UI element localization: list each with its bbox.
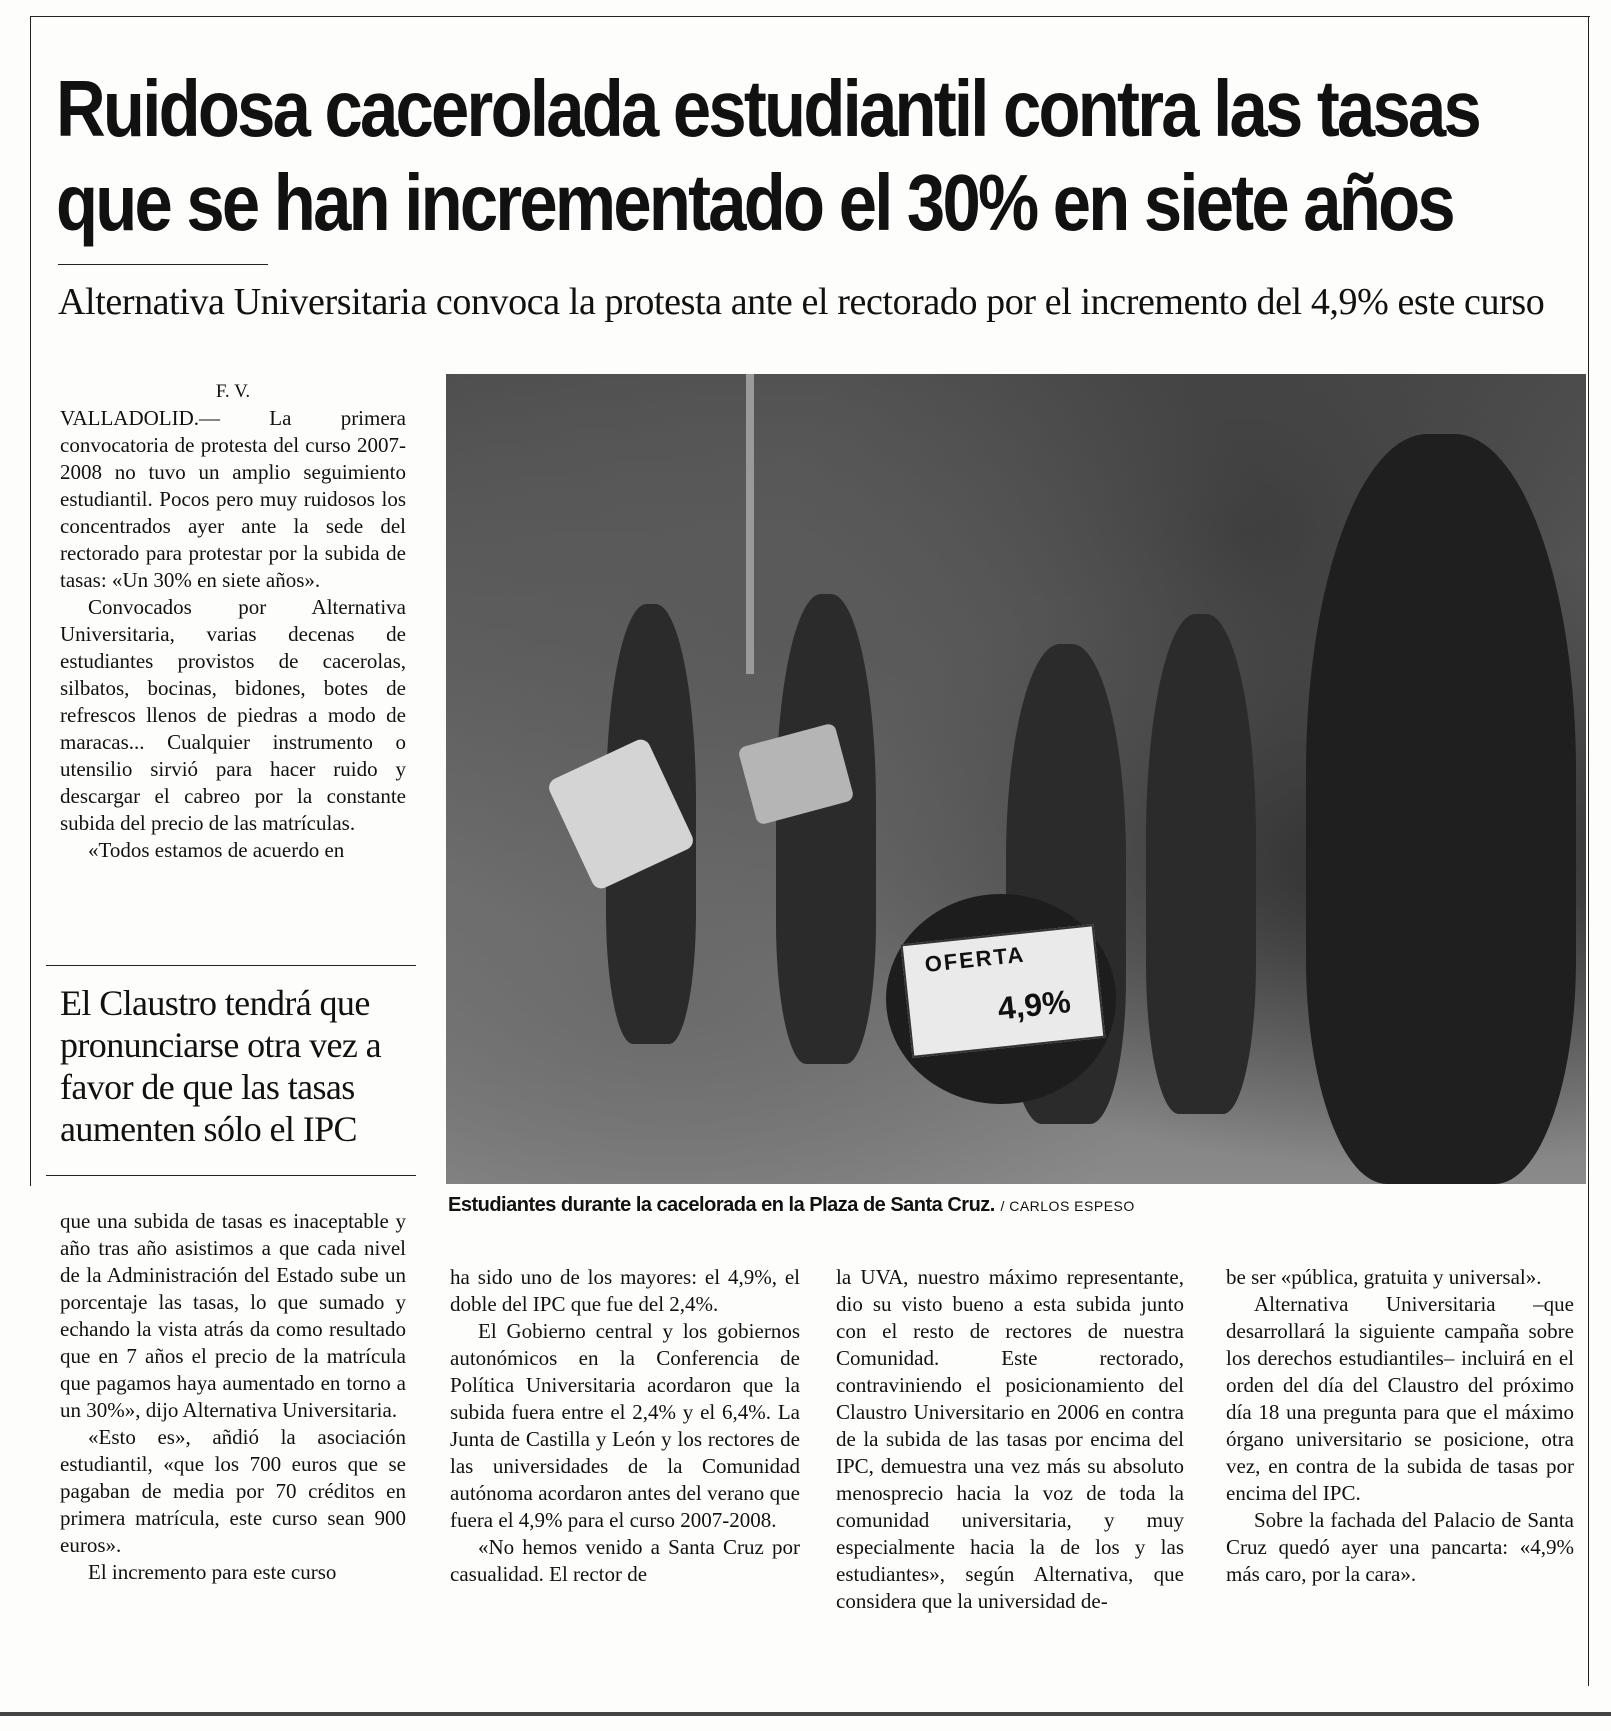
- column-2: [450, 1264, 800, 1588]
- paragraph: «No hemos venido a Santa Cruz por casualidad. El rector de: [450, 1535, 800, 1586]
- frame-right-rule: [1588, 16, 1589, 1686]
- column-3: [836, 1264, 1184, 1615]
- paragraph: la UVA, nuestro máximo representante, dio su visto bueno a esta subida junto con el resto de rectores de nuestra Comunidad. Este rectorado, contraviniendo el posicionamiento del Claustro Universitario en 2006 en contra de la subida de las tasas por encima del IPC, demuestra una vez más su absoluto menosprecio hacia la voz de toda la comunidad universitaria, y muy especialmente hacia la de los y las estudiantes», según Alternativa, que considera que la universidad de-: [836, 1265, 1184, 1613]
- photo-lamp-post: [746, 374, 754, 674]
- pullquote: El Claustro tendrá que pronunciarse otra vez a favor de que las tasas aumenten sólo el IPC: [60, 983, 382, 1149]
- paragraph: Sobre la fachada del Palacio de Santa Cruz quedó ayer una pancarta: «4,9% más caro, por la cara».: [1226, 1508, 1574, 1586]
- paragraph: Alternativa Universitaria –que desarrollará la siguiente campaña sobre los derechos estudiantiles– incluirá en el orden del día del Claustro del próximo día 18 una pregunta para que el máximo órgano universitario se posicione, otra vez, en contra de la subida de tasas por encima del IPC.: [1226, 1292, 1574, 1505]
- paragraph: El Gobierno central y los gobiernos autonómicos en la Conferencia de Política Universitaria acordaron que la subida fuera entre el 2,4% y el 6,4%. La Junta de Castilla y León y los rectores de las universidades de la Comunidad autónoma acordaron antes del verano que fuera el 4,9% para el curso 2007-2008.: [450, 1319, 800, 1532]
- pullquote-rule-bottom: [46, 1175, 416, 1176]
- paragraph: El incremento para este curso: [88, 1560, 337, 1584]
- headline-line-1: Ruidosa cacerolada estudiantil contra las tasas: [56, 64, 1480, 153]
- subhead-rule: [58, 264, 268, 265]
- headline-line-2: que se han incrementado el 30% en siete años: [56, 158, 1453, 247]
- subheadline: Alternativa Universitaria convoca la protesta ante el rectorado por el incremento del 4,9% este curso: [58, 281, 1545, 323]
- paragraph: ha sido uno de los mayores: el 4,9%, el doble del IPC que fue del 2,4%.: [450, 1265, 800, 1316]
- photo-credit: / CARLOS ESPESO: [1000, 1198, 1135, 1214]
- photo-caption: [448, 1190, 1588, 1221]
- paragraph: be ser «pública, gratuita y universal».: [1226, 1265, 1542, 1289]
- paragraph: Convocados por Alternativa Universitaria, varias decenas de estudiantes provistos de cacerolas, silbatos, bocinas, bidones, botes de refrescos llenos de piedras a modo de maracas... Cualquier instrumento o utensilio sirvió para hacer ruido y descargar el cabreo por la constante subida del precio de las matrículas.: [60, 595, 406, 835]
- photo-student: [1146, 614, 1256, 1114]
- photo-sign-title: OFERTA: [923, 941, 1027, 977]
- paragraph: «Todos estamos de acuerdo en: [88, 838, 345, 862]
- byline: F. V.: [215, 381, 251, 402]
- photo-student: [776, 594, 876, 1064]
- pullquote-rule-top: [46, 965, 416, 966]
- paragraph: que una subida de tasas es inaceptable y año tras año asistimos a que cada nivel de la Administración del Estado sube un porcentaje las tasas, lo que sumado y echando la vista atrás da como resultado que en 7 años el precio de la matrícula que pagamos haya aumentado en torno a un 30%», dijo Alternativa Universitaria.: [60, 1209, 406, 1422]
- headline: [56, 62, 1480, 250]
- news-photo: [446, 374, 1586, 1184]
- photo-sign-value: 4,9%: [995, 983, 1073, 1027]
- photo-sign: [901, 924, 1106, 1058]
- photo-student: [1306, 434, 1576, 1184]
- frame-left-rule: [30, 16, 31, 1186]
- column-4: [1226, 1264, 1574, 1588]
- paragraph: VALLADOLID.— La primera convocatoria de protesta del curso 2007-2008 no tuvo un amplio seguimiento estudiantil. Pocos pero muy ruidosos los concentrados ayer ante la sede del rectorado para protestar por la subida de tasas: «Un 30% en siete años».: [60, 406, 406, 592]
- column-1-bottom: [60, 1208, 406, 1586]
- column-1-top: [60, 378, 406, 864]
- paragraph: «Esto es», añdió la asociación estudiantil, «que los 700 euros que se pagaban de media por 70 créditos en primera matrícula, este curso sean 900 euros».: [60, 1425, 406, 1557]
- caption-text: Estudiantes durante la cacelorada en la Plaza de Santa Cruz.: [448, 1194, 995, 1216]
- frame-top-rule: [30, 16, 1590, 17]
- frame-bottom-rule: [0, 1712, 1611, 1716]
